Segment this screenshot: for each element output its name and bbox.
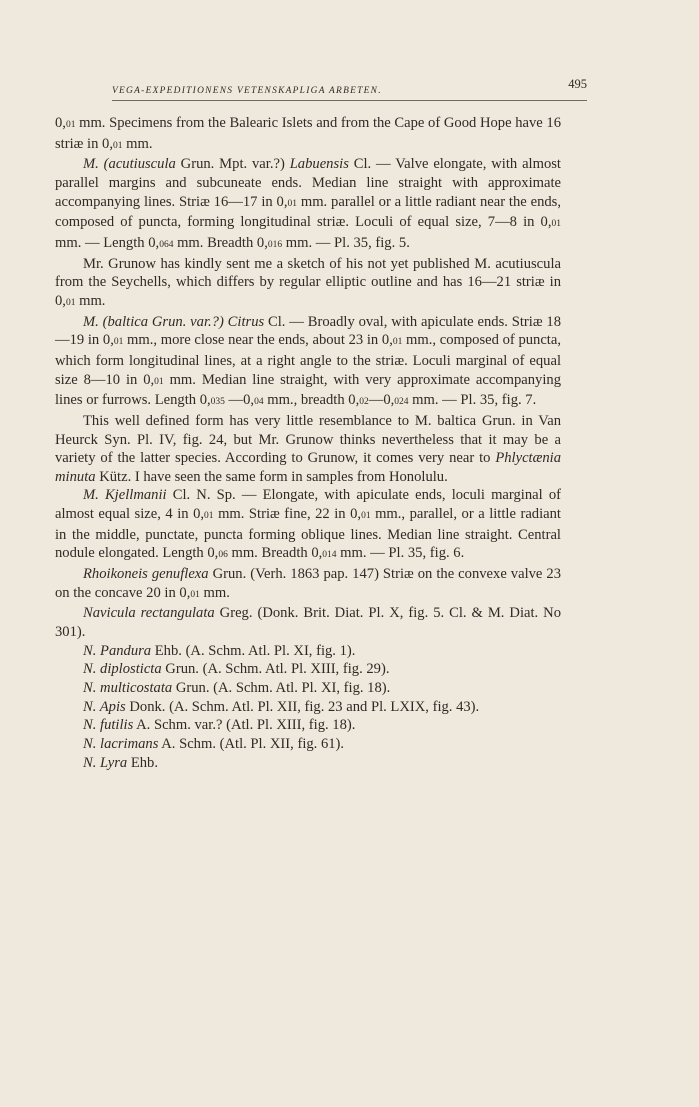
text-run: mm. Specimens from the Balearic Islets and from the Cape of Good Hope have 16 striæ in 0, [55, 115, 561, 152]
text-run: mm. — Pl. 35, fig. 6. [336, 545, 465, 562]
paragraph [55, 313, 561, 412]
decimal-digits: 014 [322, 550, 337, 561]
text-run: Grun. Mpt. var.?) [175, 156, 290, 173]
decimal-digits: 01 [204, 511, 214, 522]
decimal-digits: 01 [361, 511, 371, 522]
text-run: mm. [122, 135, 153, 152]
decimal-digits: 01 [113, 337, 124, 348]
text-run: 0, [55, 115, 66, 131]
decimal-digits: 01 [190, 589, 200, 600]
decimal-digits: 01 [551, 219, 561, 230]
text-run: mm., parallel, or a little radiant in the middle, punctate, puncta forming oblique lines. Median line straight. Central nodule elongated. Length 0, [55, 506, 561, 562]
paragraph [55, 486, 561, 565]
paragraph [55, 255, 561, 313]
paragraph [55, 660, 561, 679]
decimal-digits: 01 [112, 140, 123, 151]
text-run: Ehb. (A. Schm. Atl. Pl. XI, fig. 1). [151, 642, 356, 659]
text-run: A. Schm. (Atl. Pl. XII, fig. 61). [158, 736, 345, 752]
paragraph [55, 679, 561, 698]
decimal-digits: 016 [267, 239, 283, 250]
paragraph [55, 735, 561, 754]
decimal-digits: 024 [394, 397, 409, 408]
paragraph [55, 754, 561, 773]
taxon-name: N. diplosticta [83, 661, 162, 678]
taxon-name: Rhoikoneis genuflexa [83, 566, 209, 583]
decimal-digits: 04 [254, 397, 264, 408]
decimal-digits: 01 [65, 297, 76, 308]
text-run: Donk. (A. Schm. Atl. Pl. XII, fig. 23 and Pl. LXIX, fig. 43). [125, 698, 480, 715]
text-run: Cl. — Broadly oval, with apiculate ends. Striæ 18—19 in 0, [55, 313, 561, 349]
taxon-name: M. (baltica Grun. var.?) Citrus [83, 313, 265, 330]
decimal-digits: 064 [159, 239, 174, 250]
text-run: Grun. (Verh. 1863 pap. 147) Striæ on the convexe valve 23 on the concave 20 in 0, [55, 566, 561, 601]
text-run: mm. [75, 292, 106, 309]
body-text [55, 114, 561, 772]
taxon-name: M. (acutiuscula [83, 156, 176, 173]
taxon-name: N. futilis [83, 717, 134, 734]
text-run: mm., composed of puncta, which form longitudinal lines, at a right angle to the striæ. Loculi marginal of equal size 8—10 in 0, [55, 332, 561, 388]
taxon-name: Phlyctænia minuta [55, 450, 561, 485]
decimal-digits: 01 [65, 120, 76, 130]
taxon-name: Labuensis [289, 156, 349, 173]
decimal-digits: 02 [359, 397, 369, 408]
decimal-digits: 01 [154, 376, 164, 387]
running-title: VEGA-EXPEDITIONENS VETENSKAPLIGA ARBETEN. [112, 86, 382, 96]
text-run: —0, [368, 392, 395, 409]
text-run: Mr. Grunow has kindly sent me a sketch of his not yet published M. acutiuscula from the Seychells, which differs by regular elliptic outline and has 16—21 striæ in 0, [55, 255, 561, 309]
paragraph [55, 698, 561, 717]
paragraph [55, 642, 561, 661]
text-run: Cl. — Valve elongate, with almost parallel margins and subcuneate ends. Median line straight with approximate accompanying lines. Striæ 16—17 in 0, [55, 156, 561, 210]
text-run: mm. Breadth 0, [173, 234, 268, 251]
text-run: Kütz. I have seen the same form in samples from Honolulu. [95, 468, 448, 485]
text-run: mm. Breadth 0, [227, 545, 323, 562]
taxon-name: N. Apis [83, 698, 126, 715]
text-run: mm., breadth 0, [263, 392, 360, 409]
paragraph [55, 716, 561, 735]
text-run: mm. — Pl. 35, fig. 7. [408, 392, 537, 409]
text-run: Cl. N. Sp. — Elongate, with apiculate ends, loculi marginal of almost equal size, 4 in 0, [55, 487, 561, 523]
taxon-name: N. lacrimans [83, 736, 159, 752]
decimal-digits: 01 [392, 337, 403, 348]
text-run: mm., more close near the ends, about 23 in 0, [123, 332, 393, 349]
text-run: —0, [224, 392, 255, 409]
taxon-name: N. Pandura [83, 642, 152, 659]
text-run: Grun. (A. Schm. Atl. Pl. XI, fig. 18). [172, 680, 391, 697]
page-number: 495 [568, 77, 587, 91]
text-run: mm. Median line straight, with very approximate accompanying lines or furrows. Length 0, [55, 371, 561, 409]
paragraph [55, 412, 561, 487]
taxon-name: Navicula rectangulata [83, 605, 215, 622]
taxon-name: N. multicostata [83, 680, 173, 697]
text-run: mm. parallel or a little radiant near the ends, composed of puncta, forming longitudinal striæ. Loculi of equal size, 7—8 in 0, [55, 193, 562, 231]
decimal-digits: 06 [218, 550, 228, 561]
text-run: A. Schm. var.? (Atl. Pl. XIII, fig. 18). [133, 717, 356, 734]
text-run: Greg. (Donk. Brit. Diat. Pl. X, fig. 5. Cl. & M. Diat. No 301). [55, 605, 562, 641]
decimal-digits: 035 [210, 397, 225, 408]
page-header [112, 77, 587, 101]
paragraph [55, 604, 561, 641]
taxon-name: N. Lyra [83, 754, 128, 771]
taxon-name: M. Kjellmanii [83, 487, 167, 504]
paragraph [55, 114, 561, 155]
text-run: Ehb. [127, 754, 158, 771]
text-run: mm. [199, 584, 230, 601]
paragraph [55, 155, 561, 254]
text-run: mm. — Pl. 35, fig. 5. [282, 234, 410, 251]
decimal-digits: 01 [287, 198, 297, 209]
text-run: mm. Striæ fine, 22 in 0, [213, 506, 362, 523]
paragraph [55, 565, 561, 604]
text-run: mm. — Length 0, [55, 234, 160, 251]
text-run: This well defined form has very little resemblance to M. baltica Grun. in Van Heurck Syn. Pl. IV, fig. 24, but Mr. Grunow thinks nevertheless that it may be a variety of the latter species. According to Grunow, it comes very near to [55, 412, 561, 467]
text-run: Grun. (A. Schm. Atl. Pl. XIII, fig. 29). [161, 661, 390, 678]
